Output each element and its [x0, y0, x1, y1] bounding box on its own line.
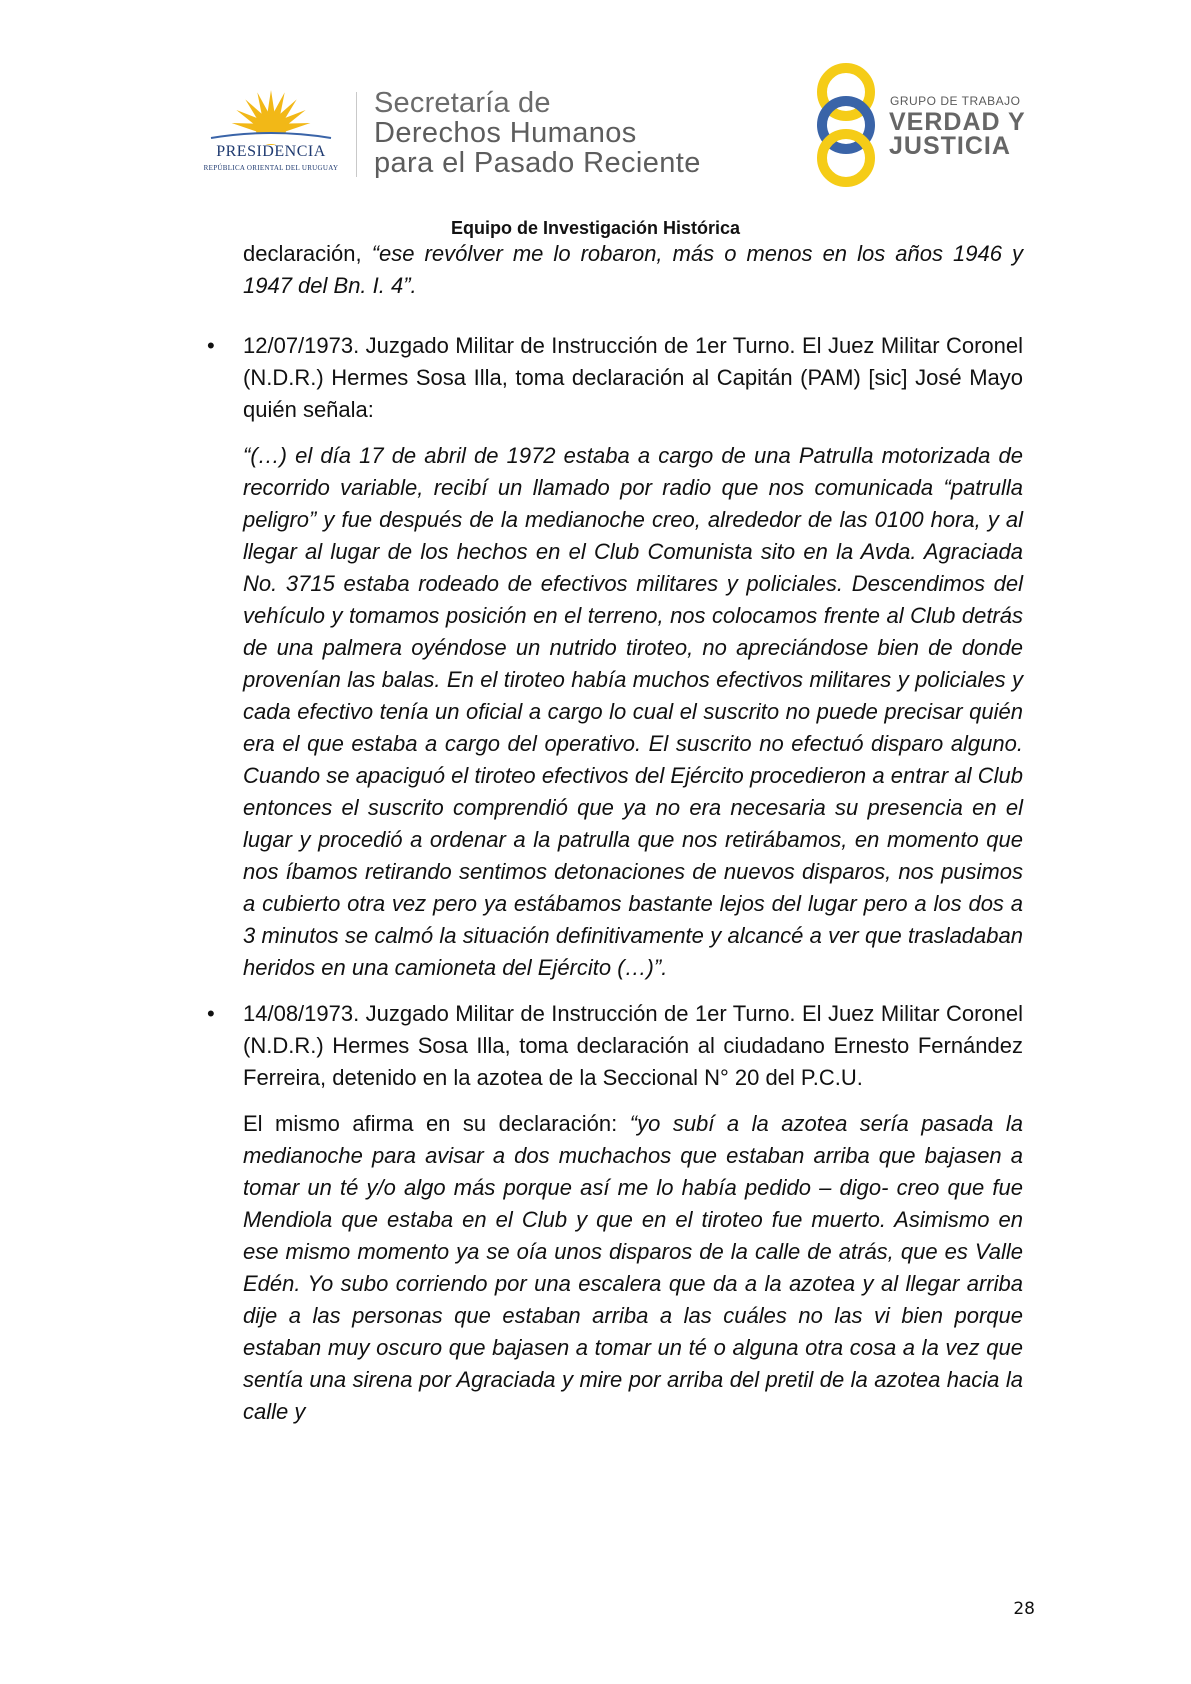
gvj-line-1: GRUPO DE TRABAJO: [890, 94, 1021, 108]
gvj-line-2: VERDAD Y: [889, 108, 1026, 136]
secretaria-line-2: Derechos Humanos: [374, 117, 637, 149]
presidencia-subtitle: REPÚBLICA ORIENTAL DEL URUGUAY: [203, 164, 339, 172]
bullet-2-quote: “yo subí a la azotea sería pasada la medianoche para avisar a dos muchachos que estaban arriba que bajasen a tomar un té y/o algo más porque así me lo había pedido – digo- creo que fue Mendiola que estaba en el Club y que en el tiroteo fue muerto. Asimismo en ese mismo momento ya se oía unos disparos de la calle de atrás, que es Valle Edén. Yo subo corriendo por una escalera que da a la azotea y al llegar arriba dije a las personas que estaban arriba a las cuáles no las vi bien porque estaban muy oscuro que bajasen a tomar un té o alguna otra cosa a la vez que sentía una sirena por Agraciada y mire por arriba del pretil de la azotea hacia la calle y: [243, 1111, 1023, 1424]
team-heading: Equipo de Investigación Histórica: [450, 218, 741, 238]
header-divider: [356, 92, 357, 177]
secretaria-line-1: Secretaría de: [374, 87, 551, 119]
continuation-text: declaración,: [243, 241, 372, 266]
bullet-marker: •: [207, 333, 215, 358]
secretaria-line-3: para el Pasado Reciente: [374, 147, 701, 179]
continuation-quote: “ese revólver me lo robaron, más o menos en los años 1946 y 1947 del Bn. I. 4”.: [243, 241, 1023, 298]
bullet-item-1: [207, 330, 1023, 426]
bullet-2-text: 14/08/1973. Juzgado Militar de Instrucción de 1er Turno. El Juez Militar Coronel (N.D.R.) Hermes Sosa Illa, toma declaración al ciudadano Ernesto Fernández Ferreira, detenido en la azotea de la Seccional N° 20 del P.C.U.: [243, 1001, 1023, 1090]
bullet-marker: •: [207, 1001, 215, 1026]
secretaria-title: [374, 88, 701, 178]
bullet-item-2: [207, 998, 1023, 1094]
bullet-1-quote: “(…) el día 17 de abril de 1972 estaba a cargo de una Patrulla motorizada de recorrido variable, recibí un llamado por radio que nos comunicada “patrulla peligro” y fue después de la medianoche creo, alrededor de las 0100 hora, y al llegar al lugar de los hechos en el Club Comunista sito en la Avda. Agraciada No. 3715 estaba rodeado de efectivos militares y policiales. Descendimos del vehículo y tomamos posición en el terreno, nos colocamos frente al Club detrás de una palmera oyéndose un nutrido tiroteo, no apreciándose bien de donde provenían las balas. En el tiroteo había muchos efectivos militares y policiales y cada efectivo tenía un oficial a cargo lo cual el suscrito no puede precisar quién era el que estaba a cargo del operativo. El suscrito no efectuó disparo alguno. Cuando se apaciguó el tiroteo efectivos del Ejército procedieron a entrar al Club entonces el suscrito comprendió que ya no era necesaria su presencia en el lugar y procedió a ordenar a la patrulla que nos retirábamos, en momento que nos íbamos retirando sentimos detonaciones de nuevos disparos, nos pusimos a cubierto otra vez pero ya estábamos bastante lejos del lugar pero a los dos a 3 minutos se calmó la situación definitivamente y alcancé a ver que trasladaban heridos en una camioneta del Ejército (…)”.: [243, 443, 1023, 980]
verdad-justicia-rings-logo-icon: [806, 62, 886, 188]
bullet-2-paragraph: [243, 1108, 1023, 1428]
bullet-2-intro: El mismo afirma en su declaración:: [243, 1111, 630, 1136]
presidencia-name: PRESIDENCIA: [216, 143, 326, 160]
gvj-line-3: JUSTICIA: [889, 132, 1011, 160]
document-body: [207, 238, 1023, 1428]
page-number: 28: [1013, 1599, 1035, 1619]
continuation-paragraph: [243, 238, 1023, 302]
page-header: [0, 0, 1191, 215]
bullet-1-text: 12/07/1973. Juzgado Militar de Instrucción de 1er Turno. El Juez Militar Coronel (N.D.R.) Hermes Sosa Illa, toma declaración al Capitán (PAM) [sic] José Mayo quién señala:: [243, 333, 1023, 422]
